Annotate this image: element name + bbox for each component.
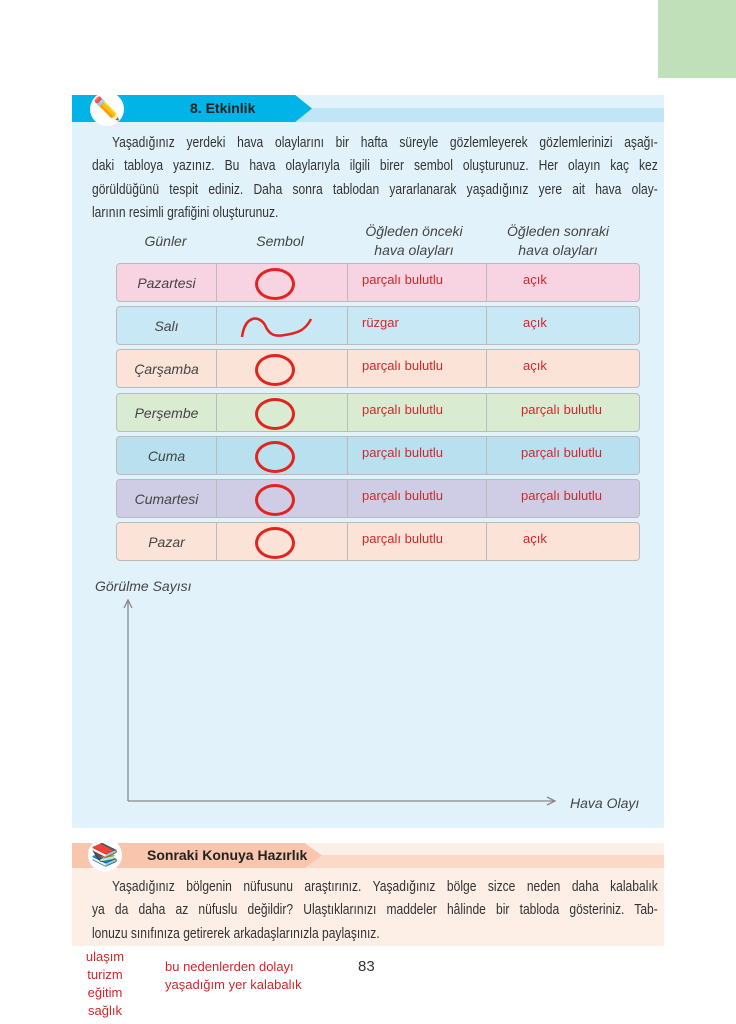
list-item: sağlık (88, 1003, 122, 1018)
list-item: ulaşım (85, 949, 125, 964)
x-axis-label: Hava Olayı (570, 795, 640, 811)
symbol-cell (217, 480, 348, 517)
paragraph-line: larının resimli grafiğini oluşturunuz. (92, 204, 279, 221)
handwritten-answer: parçalı bulutlu (362, 445, 443, 460)
symbol-cell (217, 523, 348, 560)
morning-cell (348, 264, 487, 301)
handwritten-answer: parçalı bulutlu (362, 531, 443, 546)
note-line: bu nedenlerden dolayı (165, 959, 294, 974)
morning-cell (348, 350, 487, 387)
morning-cell (348, 523, 487, 560)
handwritten-answer: rüzgar (362, 315, 399, 330)
table-row (116, 522, 640, 561)
handwritten-answer: parçalı bulutlu (362, 358, 443, 373)
paragraph-line: daki tabloya yazınız. Bu hava olaylarıyla ilgili birer sembol oluşturunuz. Her olayın kaç kez (92, 158, 658, 175)
header-afternoon: Öğleden sonraki hava olayları (507, 223, 609, 258)
table-row (116, 263, 640, 302)
table-row (116, 479, 640, 518)
corner-tab (658, 0, 736, 78)
y-axis-label: Görülme Sayısı (95, 578, 192, 594)
day-cell: Perşembe (117, 394, 217, 431)
circle-symbol (255, 527, 295, 559)
page-number: 83 (358, 958, 375, 975)
graph-axes (120, 596, 565, 808)
paragraph-line: ya da daha az nüfuslu değildir? Ulaştıklarınızı maddeler hâlinde bir tabloda gösteriniz. Tab- (92, 902, 658, 919)
symbol-cell (217, 350, 348, 387)
paragraph-line: görüldüğünü tespit ediniz. Daha sonra tablodan yararlanarak yaşadığınız yere ait hava olay- (92, 181, 658, 198)
handwritten-answer: parçalı bulutlu (362, 402, 443, 417)
wave-symbol (239, 313, 319, 339)
activity-title: 8. Etkinlik (190, 100, 256, 116)
circle-symbol (255, 441, 295, 473)
day-cell: Salı (117, 307, 217, 344)
list-item: eğitim (87, 985, 123, 1000)
handwritten-list (80, 948, 130, 1020)
handwritten-answer: açık (523, 358, 547, 373)
header-morning: Öğleden önceki hava olayları (365, 223, 463, 258)
circle-symbol (255, 354, 295, 386)
day-cell: Pazartesi (117, 264, 217, 301)
afternoon-cell (487, 437, 639, 474)
pencil-icon: ✏️ (90, 92, 124, 126)
circle-symbol (255, 484, 295, 516)
handwritten-answer: açık (523, 531, 547, 546)
day-cell: Cumartesi (117, 480, 217, 517)
day-cell: Cuma (117, 437, 217, 474)
handwritten-answer: parçalı bulutlu (521, 445, 602, 460)
afternoon-cell (487, 307, 639, 344)
header-sembol: Sembol (256, 233, 304, 249)
books-icon: 📚 (88, 838, 122, 872)
morning-cell (348, 307, 487, 344)
table-row (116, 393, 640, 432)
paragraph-line: lonuzu sınıfınıza getirerek arkadaşlarınızla paylaşınız. (92, 925, 380, 942)
paragraph-line: Yaşadığınız bölgenin nüfusunu araştırınız. Yaşadığınız bölge sizce neden daha kalabalık (111, 879, 658, 895)
circle-symbol (255, 398, 295, 430)
afternoon-cell (487, 523, 639, 560)
day-cell: Pazar (117, 523, 217, 560)
morning-cell (348, 437, 487, 474)
afternoon-cell (487, 394, 639, 431)
paragraph-line: Yaşadığınız yerdeki hava olaylarını bir hafta süreyle gözlemleyerek gözlemlerinizi aşağı- (111, 135, 658, 151)
list-item: turizm (87, 967, 123, 982)
symbol-cell (217, 307, 348, 344)
activity-paragraph (92, 132, 658, 225)
note-line: yaşadığım yer kalabalık (165, 977, 302, 992)
symbol-cell (217, 264, 348, 301)
handwritten-note (165, 958, 302, 994)
morning-cell (348, 480, 487, 517)
afternoon-cell (487, 350, 639, 387)
table-row (116, 306, 640, 345)
morning-cell (348, 394, 487, 431)
handwritten-answer: parçalı bulutlu (362, 272, 443, 287)
handwritten-answer: açık (523, 272, 547, 287)
next-paragraph (92, 876, 658, 946)
handwritten-answer: açık (523, 315, 547, 330)
handwritten-answer: parçalı bulutlu (521, 488, 602, 503)
afternoon-cell (487, 264, 639, 301)
next-topic-title: Sonraki Konuya Hazırlık (147, 847, 308, 863)
handwritten-answer: parçalı bulutlu (521, 402, 602, 417)
table-row (116, 349, 640, 388)
header-gunler: Günler (144, 233, 187, 249)
circle-symbol (255, 268, 295, 300)
symbol-cell (217, 437, 348, 474)
day-cell: Çarşamba (117, 350, 217, 387)
handwritten-answer: parçalı bulutlu (362, 488, 443, 503)
afternoon-cell (487, 480, 639, 517)
table-row (116, 436, 640, 475)
symbol-cell (217, 394, 348, 431)
